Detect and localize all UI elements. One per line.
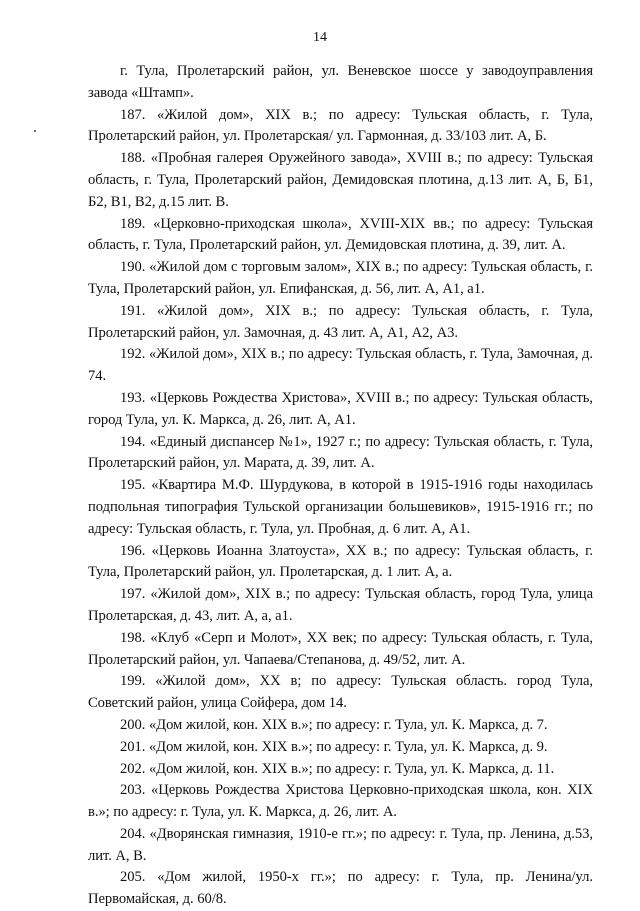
list-item: 188. «Пробная галерея Оружейного завода», XVIII в.; по адресу: Тульская область, г. Тула, Пролетарский район, Демидовская плотина, д.13 лит. А, Б, Б1, Б2, В1, В2, д.15 лит. В.: [88, 150, 593, 210]
list-item: 205. «Дом жилой, 1950-х гг.»; по адресу: г. Тула, пр. Ленина/ул. Первомайская, д. 60/8.: [88, 869, 593, 908]
list-item: 204. «Дворянская гимназия, 1910-е гг.»; по адресу: г. Тула, пр. Ленина, д.53, лит. А, В.: [88, 825, 593, 864]
list-item: 198. «Клуб «Серп и Молот», XX век; по адресу: Тульская область, г. Тула, Пролетарский район, ул. Чапаева/Степанова, д. 49/52, лит. А.: [88, 629, 593, 668]
list-item: 195. «Квартира М.Ф. Шурдукова, в которой в 1915-1916 годы находилась подпольная типография Тульской организации большевиков», 1915-1916 гг.; по адресу: Тульская область, г. Тула, ул. Пробная, д. 6 лит. А, А1.: [88, 477, 593, 537]
list-item: г. Тула, Пролетарский район, ул. Веневское шоссе у заводоуправления завода «Штамп».: [88, 63, 593, 101]
page-number: 14: [313, 30, 327, 45]
list-item: 193. «Церковь Рождества Христова», XVIII в.; по адресу: Тульская область, город Тула, ул. К. Маркса, д. 26, лит. А, А1.: [88, 389, 593, 428]
list-item: 199. «Жилой дом», XX в; по адресу: Тульская область. город Тула, Советский район, улица Сойфера, дом 14.: [88, 673, 593, 712]
scan-dot: [34, 130, 36, 132]
list-item: 203. «Церковь Рождества Христова Церковно-приходская школа, кон. XIX в.»; по адресу: г. Тула, ул. К. Маркса, д. 26, лит. А.: [88, 782, 593, 821]
list-item: 191. «Жилой дом», XIX в.; по адресу: Тульская область, г. Тула, Пролетарский район, ул. Замочная, д. 43 лит. А, А1, А2, А3.: [88, 302, 593, 341]
list-item: 201. «Дом жилой, кон. XIX в.»; по адресу: г. Тула, ул. К. Маркса, д. 9.: [120, 738, 548, 755]
list-item: 197. «Жилой дом», XIX в.; по адресу: Тульская область, город Тула, улица Пролетарская, д. 43, лит. А, а, а1.: [88, 586, 593, 624]
list-item: 196. «Церковь Иоанна Златоуста», XX в.; по адресу: Тульская область, г. Тула, Пролетарский район, ул. Пролетарская, д. 1 лит. А, а.: [88, 542, 593, 581]
list-item: 202. «Дом жилой, кон. XIX в.»; по адресу: г. Тула, ул. К. Маркса, д. 11.: [120, 760, 555, 777]
list-item: 189. «Церковно-приходская школа», XVIII-XIX вв.; по адресу: Тульская область, г. Тула, Пролетарский район, ул. Демидовская плотина, д. 39, лит. А.: [88, 215, 593, 254]
list-item: 200. «Дом жилой, кон. XIX в.»; по адресу: г. Тула, ул. К. Маркса, д. 7.: [120, 716, 548, 733]
list-item: 192. «Жилой дом», XIX в.; по адресу: Тульская область, г. Тула, Замочная, д. 74.: [88, 346, 593, 385]
entries-list: [88, 61, 593, 911]
list-item: 194. «Единый диспансер №1», 1927 г.; по адресу: Тульская область, г. Тула, Пролетарский район, ул. Марата, д. 39, лит. А.: [88, 433, 593, 472]
list-item: 187. «Жилой дом», XIX в.; по адресу: Тульская область, г. Тула, Пролетарский район, ул. Пролетарская/ ул. Гармонная, д. 33/103 лит. А, Б.: [88, 106, 593, 145]
list-item: 190. «Жилой дом с торговым залом», XIX в.; по адресу: Тульская область, г. Тула, Пролетарский район, ул. Епифанская, д. 56, лит. А, А1, а1.: [88, 259, 593, 297]
